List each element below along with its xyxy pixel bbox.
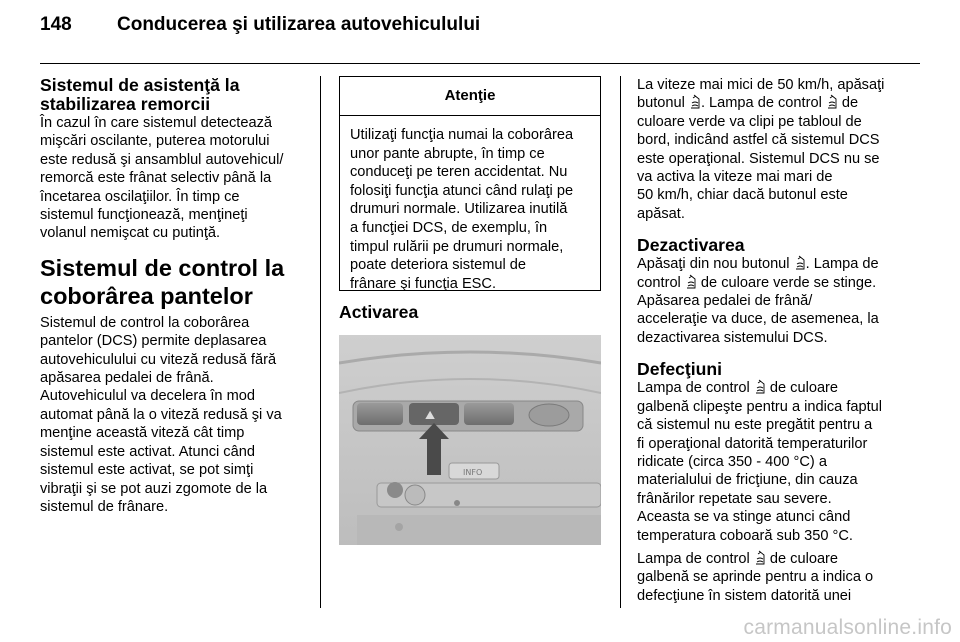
dcs-hill-descent-icon xyxy=(755,379,765,394)
column-right xyxy=(637,76,927,605)
text-line: apăsarea pedalei de frână. xyxy=(40,370,214,387)
watermark: carmanualsonline.info xyxy=(743,616,952,639)
text-line: acceleraţie va duce, de asemenea, la xyxy=(637,311,879,328)
deactivation-text xyxy=(637,255,927,347)
text-line: control de culoare verde se stinge. xyxy=(637,274,877,291)
text-line: frânare şi funcţia ESC. xyxy=(350,275,497,292)
text-line: drumuri normale. Utilizarea inutilă xyxy=(350,201,568,218)
text-line: La viteze mai mici de 50 km/h, apăsaţi xyxy=(637,77,885,93)
text-line: pantelor (DCS) permite deplasarea xyxy=(40,333,267,350)
text-line: materialului de fricţiune, din cauza xyxy=(637,472,858,489)
text-line: Apăsaţi din nou butonul . Lampa de xyxy=(637,256,879,273)
warning-box xyxy=(339,76,601,291)
chapter-title: Conducerea şi utilizarea autovehiculului xyxy=(117,14,481,35)
text-line: Aceasta se va stinge atunci când xyxy=(637,509,851,526)
text-line: Lampa de control de culoare xyxy=(637,550,839,567)
text-line: va activa la viteze mai mari de xyxy=(637,169,833,186)
dcs-hill-descent-icon xyxy=(827,94,837,109)
deactivation-heading: Dezactivarea xyxy=(637,235,745,256)
text-line: menţine această viteză cât timp xyxy=(40,425,245,442)
text-line: poate deteriora sistemul de xyxy=(350,257,527,274)
faults-text-2 xyxy=(637,550,927,605)
text-line: dezactivarea sistemului DCS. xyxy=(637,329,828,346)
svg-text:INFO: INFO xyxy=(463,468,483,477)
trailer-stability-text xyxy=(40,114,310,243)
text-line: că sistemul nu este pregătit pentru a xyxy=(637,417,873,434)
text-line: temperatura coboară sub 350 °C. xyxy=(637,527,853,544)
trailer-stability-heading: Sistemul de asistenţă la stabilizarea remorcii xyxy=(40,75,240,114)
activation-heading: Activarea xyxy=(339,302,419,322)
text-line: sistemul este activat, se pot simţi xyxy=(40,462,254,479)
text-line: sistemul funcţionează, menţineţi xyxy=(40,207,248,224)
text-line: butonul . Lampa de control de xyxy=(637,95,859,112)
text-line: sistemul este activat. Atunci când xyxy=(40,443,255,460)
column-divider-right xyxy=(620,76,621,608)
text-line: remorcă este frânat selectiv până la xyxy=(40,170,272,187)
text-line: automat până la o viteză redusă şi va xyxy=(40,406,282,423)
text-line: încetarea oscilaţiilor. În timp ce xyxy=(40,188,240,205)
text-line: În cazul în care sistemul detectează xyxy=(40,115,272,131)
dcs-button-photo xyxy=(339,335,601,545)
dcs-heading: Sistemul de control la coborârea pantelor xyxy=(40,254,285,309)
text-line: a funcţiei DCS, de exemplu, în xyxy=(350,219,548,236)
dcs-hill-descent-icon xyxy=(686,274,696,289)
svg-text:⛰: ⛰ xyxy=(425,408,436,422)
text-line: culoare verde va clipi pe tabloul de xyxy=(637,113,862,130)
text-line: frânărilor repetate sau severe. xyxy=(637,490,832,507)
text-line: 50 km/h, chiar dacă butonul este xyxy=(637,187,848,204)
text-line: Autovehiculul va decelera în mod xyxy=(40,388,255,405)
faults-heading: Defecţiuni xyxy=(637,359,723,380)
text-line: bord, indicând astfel că sistemul DCS xyxy=(637,132,880,149)
dcs-hill-descent-icon xyxy=(795,255,805,270)
column-left xyxy=(40,76,310,516)
text-line: apăsat. xyxy=(637,205,685,222)
text-line: Lampa de control de culoare xyxy=(637,380,839,397)
text-line: Sistemul de control la coborârea xyxy=(40,314,250,331)
dcs-hill-descent-icon xyxy=(690,94,700,109)
warning-text xyxy=(340,116,600,293)
page-number: 148 xyxy=(40,14,72,35)
page-header xyxy=(40,10,920,48)
dcs-text xyxy=(40,314,310,516)
faults-text-1 xyxy=(637,379,927,545)
text-line: ridicate (circa 350 - 400 °C) a xyxy=(637,453,827,470)
text-line: este redusă şi ansamblul autovehicul/ xyxy=(40,151,284,168)
text-line: Apăsarea pedalei de frână/ xyxy=(637,293,813,310)
text-line: este operaţional. Sistemul DCS nu se xyxy=(637,150,880,167)
text-line: timpul rulării pe drumuri normale, xyxy=(350,238,564,255)
header-rule xyxy=(40,63,920,64)
text-line: sistemul de frânare. xyxy=(40,498,169,515)
warning-title: Atenţie xyxy=(340,77,600,116)
dcs-intro-text xyxy=(637,76,927,223)
text-line: folosiţi funcţia atunci când rulaţi pe xyxy=(350,182,574,199)
text-line: galbenă se aprinde pentru a indica o xyxy=(637,569,874,586)
text-line: unor pante abrupte, în timp ce xyxy=(350,145,545,162)
text-line: fi operaţional datorită temperaturilor xyxy=(637,435,868,452)
text-line: Utilizaţi funcţia numai la coborârea xyxy=(350,127,574,143)
dcs-hill-descent-icon xyxy=(755,550,765,565)
text-line: galbenă clipeşte pentru a indica faptul xyxy=(637,398,883,415)
text-line: conduceţi pe teren accidentat. Nu xyxy=(350,164,568,181)
text-line: defecţiune în sistem datorită unei xyxy=(637,587,852,604)
column-divider-left xyxy=(320,76,321,608)
text-line: volanul nemişcat cu putinţă. xyxy=(40,225,221,242)
text-line: autovehiculului cu viteză redusă fără xyxy=(40,351,277,368)
text-line: vibraţii şi se pot auzi zgomote de la xyxy=(40,480,268,497)
text-line: mişcări oscilante, puterea motorului xyxy=(40,133,270,150)
